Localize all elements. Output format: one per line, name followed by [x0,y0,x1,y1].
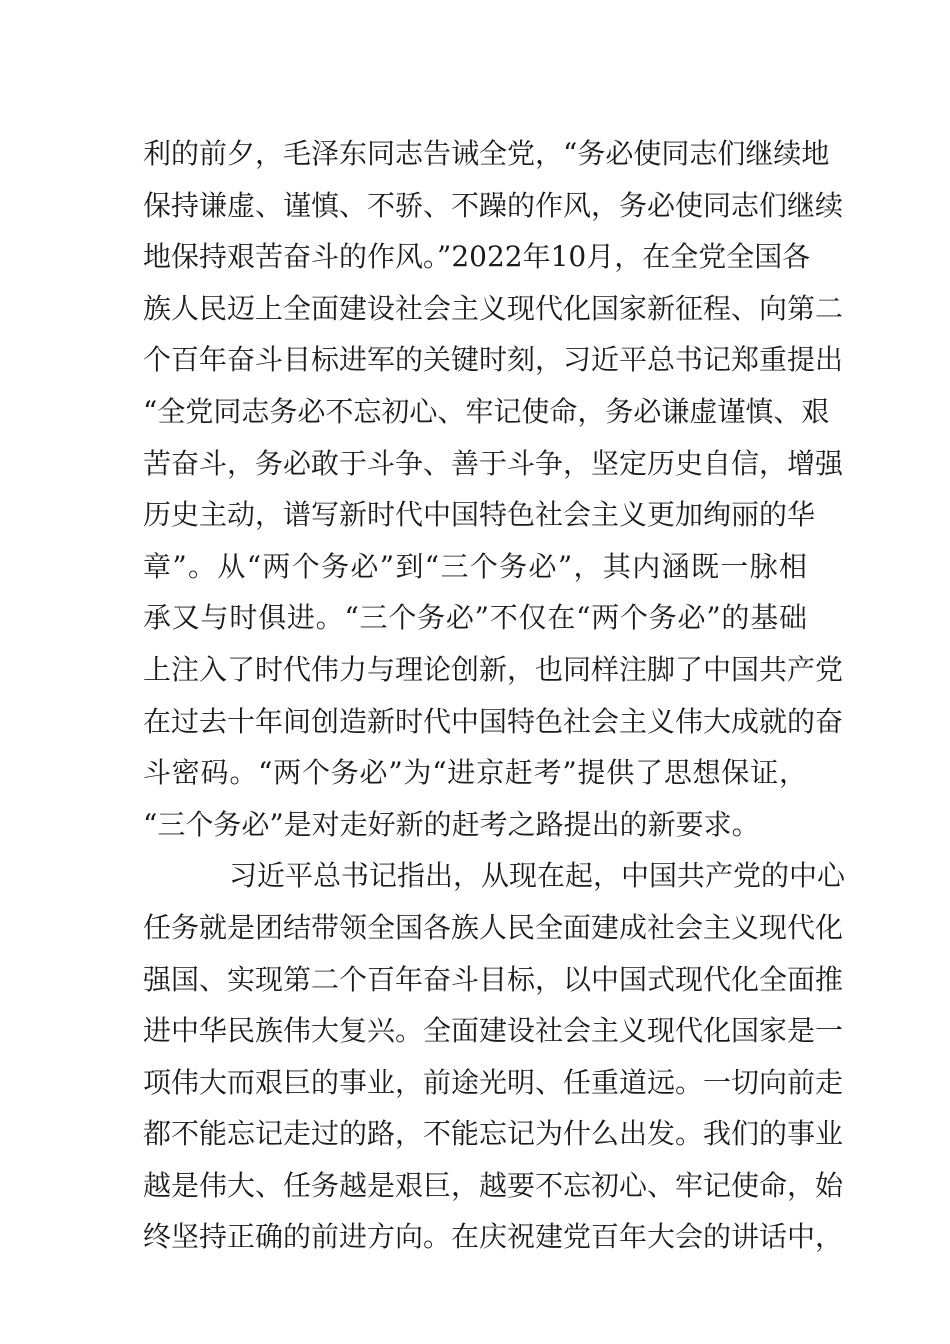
text-line: 上注入了时代伟力与理论创新，也同样注脚了中国共产党 [143,652,844,686]
text-line: 越是伟大、任务越是艰巨，越要不忘初心、牢记使命，始 [143,1168,844,1202]
text-line: 都不能忘记走过的路，不能忘记为什么出发。我们的事业 [143,1117,844,1151]
text-line-paragraph-end: “三个务必”是对走好新的赶考之路提出的新要求。 [143,807,760,841]
text-line: “全党同志务必不忘初心、牢记使命，务必谦虚谨慎、艰 [143,394,830,428]
text-line: 在过去十年间创造新时代中国特色社会主义伟大成就的奋 [143,704,844,738]
text-line: 苦奋斗，务必敢于斗争、善于斗争，坚定历史自信，增强 [143,446,844,480]
text-line: 项伟大而艰巨的事业，前途光明、任重道远。一切向前走 [143,1065,844,1099]
text-line: 强国、实现第二个百年奋斗目标，以中国式现代化全面推 [143,962,844,996]
text-line: 地保持艰苦奋斗的作风。”2022年10月，在全党全国各 [143,240,811,274]
text-line: 承又与时俱进。“三个务必”不仅在“两个务必”的基础 [143,601,807,635]
document-text-body [143,128,846,1263]
text-line: 斗密码。“两个务必”为“进京赶考”提供了思想保证， [143,756,807,790]
text-line: 任务就是团结带领全国各族人民全面建成社会主义现代化 [143,910,844,944]
text-line: 利的前夕，毛泽东同志告诫全党，“务必使同志们继续地 [143,137,830,170]
text-line: 个百年奋斗目标进军的关键时刻，习近平总书记郑重提出 [143,343,844,377]
text-line: 历史主动，谱写新时代中国特色社会主义更加绚丽的华 [143,498,816,532]
text-line: 进中华民族伟大复兴。全面建设社会主义现代化国家是一 [143,1014,844,1048]
text-line: 章”。从“两个务必”到“三个务必”，其内涵既一脉相 [143,549,807,583]
text-line: 终坚持正确的前进方向。在庆祝建党百年大会的讲话中， [143,1220,844,1254]
text-line: 族人民迈上全面建设社会主义现代化国家新征程、向第二 [143,291,844,325]
text-line: 保持谦虚、谨慎、不骄、不躁的作风，务必使同志们继续 [143,188,844,222]
text-line-paragraph-start: 习近平总书记指出，从现在起，中国共产党的中心 [229,859,846,893]
